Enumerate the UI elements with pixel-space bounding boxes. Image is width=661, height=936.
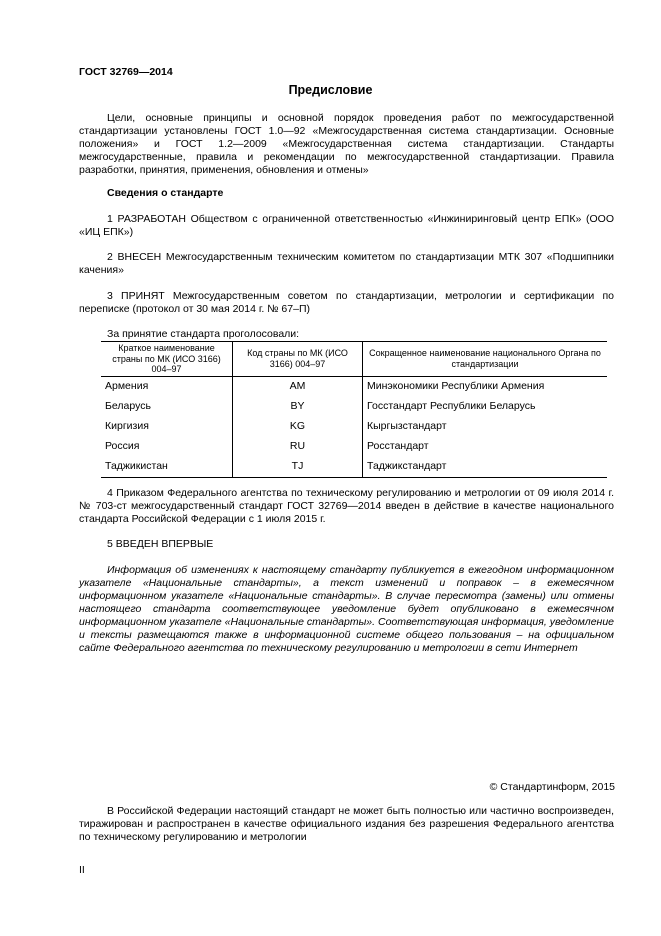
country-cell: Армения: [101, 376, 233, 397]
country-cell: Киргизия: [101, 417, 233, 437]
country-cell: Таджикистан: [101, 457, 233, 478]
voting-table: [101, 341, 607, 478]
item-order: 4 Приказом Федерального агентства по техническому регулированию и метрологии от 09 июля 2014 г. № 703-ст межгосударственный стандарт ГОСТ 32769—2014 введен в действие в качестве национального стандарта Российской Федерации с 1 июля 2015 г.: [79, 487, 614, 525]
intro-paragraph: Цели, основные принципы и основной порядок проведения работ по межгосударственной стандартизации установлены ГОСТ 1.0—92 «Межгосударственная система стандартизации. Основные положения» и ГОСТ 1.2—2009 «Межгосударственная система стандартизации. Стандарты межгосударственные, правила и рекомендации по межгосударственной стандартизации. Правила разработки, принятия, применения, обновления и отмены»: [79, 112, 614, 176]
body-cell: Росстандарт: [363, 437, 608, 457]
standard-code: ГОСТ 32769—2014: [79, 66, 173, 78]
column-header-country: Краткое наименование страны по МК (ИСО 3166) 004–97: [101, 342, 233, 377]
table-row: [101, 376, 607, 397]
table-header-row: [101, 342, 607, 377]
copyright-line: © Стандартинформ, 2015: [489, 781, 615, 793]
body-cell: Кыргызстандарт: [363, 417, 608, 437]
table-row: [101, 437, 607, 457]
code-cell: KG: [233, 417, 363, 437]
table-row: [101, 397, 607, 417]
info-notice: Информация об изменениях к настоящему стандарту публикуется в ежегодном информационном указателе «Национальные стандарты», а текст изменений и поправок – в ежемесячном информационном указателе «Национальные стандарты». В случае пересмотра (замены) или отмены настоящего стандарта соответствующее уведомление будет опубликовано в ежемесячном информационном указателе «Национальные стандарты». Соответствующая информация, уведомление и тексты размещаются также в информационной системе общего пользования – на официальном сайте Федерального агентства по техническому регулированию и метрологии в сети Интернет: [79, 564, 614, 654]
code-cell: TJ: [233, 457, 363, 478]
code-cell: AM: [233, 376, 363, 397]
item-introduced: 2 ВНЕСЕН Межгосударственным техническим комитетом по стандартизации МТК 307 «Подшипники качения»: [79, 251, 614, 276]
body-cell: Госстандарт Республики Беларусь: [363, 397, 608, 417]
vote-caption: За принятие стандарта проголосовали:: [107, 328, 300, 340]
table-row: [101, 457, 607, 478]
code-cell: BY: [233, 397, 363, 417]
page-number: II: [79, 864, 85, 876]
country-cell: Беларусь: [101, 397, 233, 417]
body-cell: Минэкономики Республики Армения: [363, 376, 608, 397]
code-cell: RU: [233, 437, 363, 457]
item-first-time: 5 ВВЕДЕН ВПЕРВЫЕ: [107, 538, 214, 550]
column-header-code: Код страны по МК (ИСО 3166) 004–97: [233, 342, 363, 377]
page-title: Предисловие: [288, 83, 373, 97]
body-cell: Таджикстандарт: [363, 457, 608, 478]
table-row: [101, 417, 607, 437]
section-heading: Сведения о стандарте: [107, 187, 224, 199]
column-header-body: Сокращенное наименование национального Органа по стандартизации: [363, 342, 608, 377]
item-developed: 1 РАЗРАБОТАН Обществом с ограниченной ответственностью «Инжиниринговый центр ЕПК» (ООО «ИЦ ЕПК»): [79, 213, 614, 238]
rights-notice: В Российской Федерации настоящий стандарт не может быть полностью или частично воспроизведен, тиражирован и распространен в качестве официального издания без разрешения Федерального агентства по техническому регулированию и метрологии: [79, 805, 614, 843]
country-cell: Россия: [101, 437, 233, 457]
item-adopted: 3 ПРИНЯТ Межгосударственным советом по стандартизации, метрологии и сертификации по переписке (протокол от 30 мая 2014 г. № 67–П): [79, 290, 614, 315]
